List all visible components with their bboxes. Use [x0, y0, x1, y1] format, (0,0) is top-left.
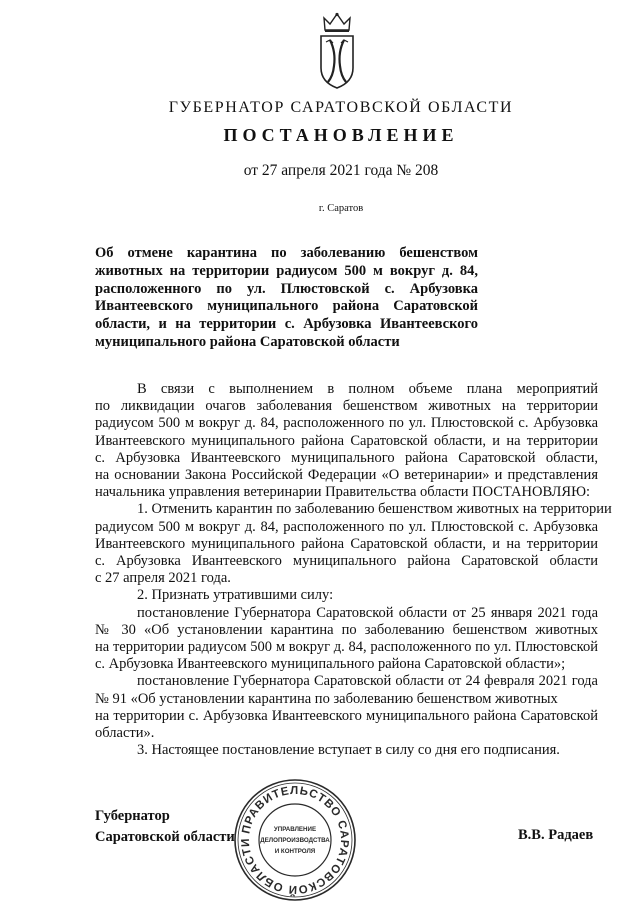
body-line: на территории с. Арбузовка Ивантеевского муниципального района Саратовской — [95, 707, 598, 724]
document-city: г. Саратов — [318, 203, 364, 214]
body-line: постановление Губернатора Саратовской области от 25 января 2021 года — [137, 604, 598, 621]
title-line: Ивантеевского муниципального района Саратовской — [95, 298, 478, 315]
signatory-position-line: Саратовской области — [95, 829, 235, 845]
title-line: муниципального района Саратовской области — [95, 333, 400, 350]
body-line: 3. Настоящее постановление вступает в силу со дня его подписания. — [137, 742, 560, 759]
body-line: области». — [95, 725, 155, 742]
body-line: на территории радиусом 500 м вокруг д. 84, расположенного по ул. Плюстовской — [95, 639, 598, 656]
body-line: Ивантеевского муниципального района Саратовской области, и на территории — [95, 535, 598, 552]
body-line: радиусом 500 м вокруг д. 84, расположенного по ул. Плюстовской с. Арбузовка — [95, 415, 598, 432]
document-title — [95, 245, 478, 352]
body-line: 1. Отменить карантин по заболеванию бешенством животных на территории — [137, 501, 612, 518]
document-type: ПОСТАНОВЛЕНИЕ — [223, 125, 459, 145]
coat-of-arms-icon — [316, 12, 358, 92]
stamp-center-line: УПРАВЛЕНИЕ — [273, 826, 317, 833]
stamp-center-line: ДЕЛОПРОИЗВОДСТВА — [260, 837, 330, 844]
stamp-ring-text: ПРАВИТЕЛЬСТВО САРАТОВСКОЙ ОБЛАСТИ — [239, 784, 351, 896]
body-line: № 91 «Об установлении карантина по заболеванию бешенством животных — [95, 690, 558, 707]
body-line: радиусом 500 м вокруг д. 84, расположенного по ул. Плюстовской с. Арбузовка — [95, 518, 598, 535]
body-line: с. Арбузовка Ивантеевского муниципального района Саратовской области»; — [95, 656, 566, 673]
signatory-position — [95, 806, 235, 848]
title-line: расположенного по ул. Плюстовской с. Арбузовка — [95, 280, 478, 297]
body-line: по ликвидации очагов заболевания бешенством животных на территории — [95, 398, 598, 415]
document-body — [95, 381, 612, 759]
signatory-name: В.В. Радаев — [518, 827, 594, 843]
body-line: № 30 «Об установлении карантина по заболеванию бешенством животных — [95, 621, 598, 638]
title-line: Об отмене карантина по заболеванию бешенством — [95, 245, 478, 261]
signatory-position-line: Губернатор — [95, 808, 170, 824]
body-line: начальника управления ветеринарии Правительства области ПОСТАНОВЛЯЮ: — [95, 484, 590, 501]
body-line: с. Арбузовка Ивантеевского муниципального района Саратовской области, — [95, 449, 598, 466]
official-stamp-icon — [228, 776, 362, 904]
body-line: с 27 апреля 2021 года. — [95, 570, 231, 587]
body-line: 2. Признать утратившими силу: — [137, 587, 334, 604]
stamp-center-line: И КОНТРОЛЯ — [274, 848, 316, 855]
body-line: В связи с выполнением в полном объеме плана мероприятий — [137, 381, 598, 397]
document-date-number: от 27 апреля 2021 года № 208 — [243, 162, 439, 179]
title-line: животных на территории радиусом 500 м вокруг д. 84, — [95, 262, 478, 279]
body-line: Ивантеевского муниципального района Саратовской области, и на территории — [95, 432, 598, 449]
body-line: постановление Губернатора Саратовской области от 24 февраля 2021 года — [137, 673, 598, 690]
body-line: с. Арбузовка Ивантеевского муниципального района Саратовской области — [95, 553, 598, 570]
body-line: на основании Закона Российской Федерации «О ветеринарии» и представления — [95, 467, 598, 484]
issuing-authority: ГУБЕРНАТОР САРАТОВСКОЙ ОБЛАСТИ — [168, 99, 514, 116]
title-line: области, и на территории с. Арбузовка Ивантеевского — [95, 316, 478, 333]
